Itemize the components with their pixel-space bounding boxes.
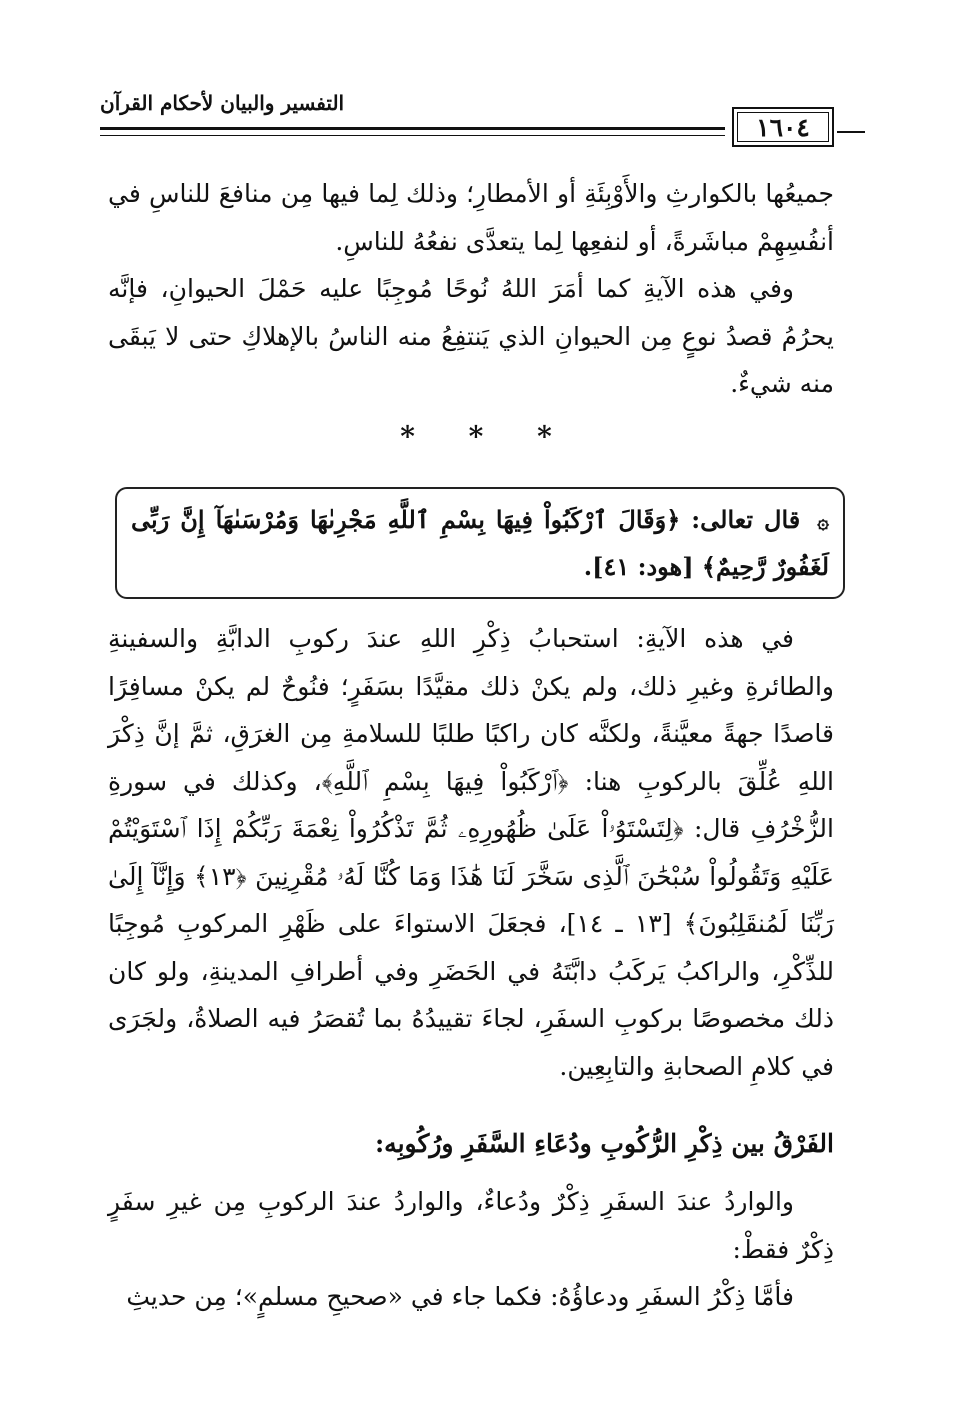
header-rule-thin <box>100 135 725 136</box>
verse-reference: [هود: ٤١]. <box>583 552 694 581</box>
running-header <box>100 85 842 155</box>
section-heading: الفَرْقُ بين ذِكْرِ الرُّكُوبِ ودُعَاءِ السَّفَرِ ورُكُوبِه: <box>374 1129 834 1158</box>
verse-box <box>115 487 845 599</box>
top-text <box>108 170 834 408</box>
paragraph-2: وفي هذه الآيةِ كما أمَرَ اللهُ نُوحًا مُوجِبًا عليه حَمْلَ الحيوانِ، فإنَّه يحرُمُ قصدُ نوعٍ مِن الحيوانِ الذي يَنتفِعُ منه الناسُ بالإهلاكِ حتى لا يَبقَى منه شيءٌ. <box>108 274 834 398</box>
verse-lead: قال تعالى: <box>691 505 801 534</box>
paragraph-4: فأمَّا ذِكْرُ السفَرِ ودعاؤُهُ: فكما جاء في «صحيحِ مسلمٍ»؛ مِن حديثِ <box>126 1282 794 1311</box>
page-number-frame <box>732 107 834 147</box>
main-text <box>108 615 834 1090</box>
header-rule-right <box>837 131 865 133</box>
verse-text <box>131 497 829 590</box>
header-rule <box>100 127 725 130</box>
verse-quote: ﴿وَقَالَ ٱرْكَبُواْ فِيهَا بِسْمِ ٱللَّهِ مَجْرِىٰهَا وَمُرْسَىٰهَآ إِنَّ رَبِّى لَغَفُورٌ رَّحِيمٌ﴾ <box>131 505 829 581</box>
bottom-text <box>108 1178 834 1321</box>
paragraph-1: جميعُها بالكوارثِ والأَوْبِئَةِ أو الأمطارِ؛ وذلك لِما فيها مِن منافعَ للناسِ في أنفُسِهِمْ مباشَرةً، أو لنفعِها لِما يتعدَّى نفعُهُ للناسِ. <box>108 179 834 256</box>
ornament-icon: ۞ <box>817 509 830 533</box>
page-number: ١٦٠٤ <box>756 112 810 142</box>
main-paragraph: في هذه الآيةِ: استحبابُ ذِكْرِ اللهِ عندَ ركوبِ الدابَّةِ والسفينةِ والطائرةِ وغيرِ ذلك، ولم يكنْ ذلك مقيَّدًا بسَفَرٍ؛ فنُوحٌ لم يكنْ مسافِرًا قاصدًا جهةً معيَّنةً، ولكنَّه كان راكبًا طلبًا للسلامةِ مِن الغرَقِ، ثمَّ إنَّ ذِكْرَ اللهِ عُلِّقَ بالركوبِ هنا: ﴿ٱرْكَبُواْ فِيهَا بِسْمِ ٱللَّهِ﴾، وكذلك في سورةِ الزُّخْرُفِ قال: ﴿لِتَسْتَوُۥاْ عَلَىٰ ظُهُورِهِۦ ثُمَّ تَذْكُرُواْ نِعْمَةَ رَبِّكُمْ إِذَا ٱسْتَوَيْتُمْ عَلَيْهِ وَتَقُولُواْ سُبْحَٰنَ ٱلَّذِى سَخَّرَ لَنَا هَٰذَا وَمَا كُنَّا لَهُۥ مُقْرِنِينَ ﴿١٣﴾ وَإِنَّآ إِلَىٰ رَبِّنَا لَمُنقَلِبُونَ﴾ [١٣ ـ ١٤]، فجعَلَ الاستواءَ على ظَهْرِ المركوبِ مُوجِبًا للذِّكْرِ، والراكبُ يَركَبُ دابَّتَهُ في الحَضَرِ وفي أطرافِ المدينةِ، ولو كان ذلك مخصوصًا بركوبِ السفَرِ، لجاءَ تقييدُهُ بما تُقصَرُ فيه الصلاةُ، ولجَرَى في كلامِ الصحابةِ والتابِعِين. <box>108 624 835 1081</box>
paragraph-3: والواردُ عندَ السفَرِ ذِكْرٌ ودُعاءٌ، والواردُ عندَ الركوبِ مِن غيرِ سفَرٍ ذِكْرٌ فقطْ: <box>108 1187 834 1264</box>
section-separator: * * * <box>400 420 574 453</box>
book-title: التفسير والبيان لأحكام القرآن <box>100 91 345 115</box>
